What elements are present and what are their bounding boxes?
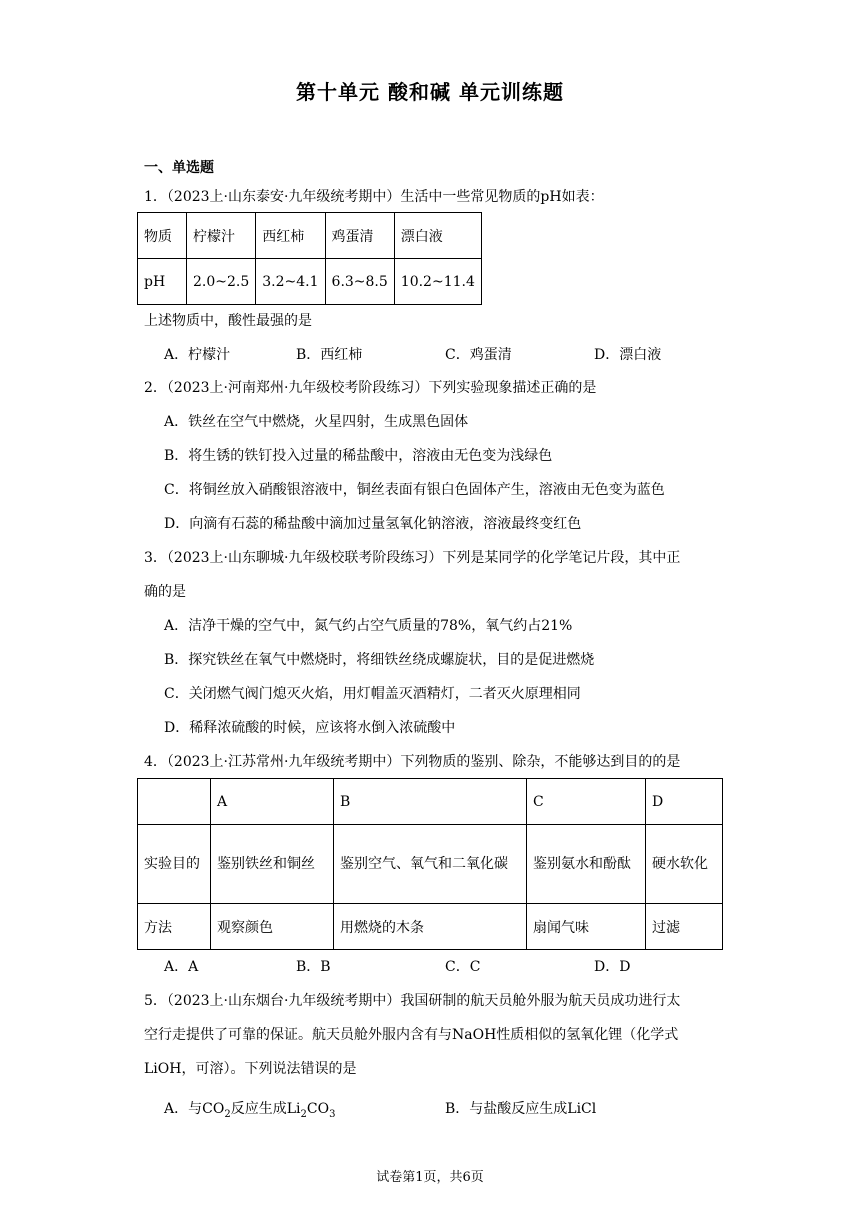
page-footer: 试卷第1页，共6页 (376, 1170, 484, 1185)
table-cell: B (334, 779, 527, 825)
q2-option-b[interactable]: B．将生锈的铁钉投入过量的稀盐酸中，溶液由无色变为浅绿色 (164, 448, 553, 464)
q2-stem: 2．（2023上·河南郑州·九年级校考阶段练习）下列实验现象描述正确的是 (144, 380, 597, 396)
table-cell: 物质 (138, 213, 187, 259)
table-cell: 鉴别空气、氧气和二氧化碳 (334, 825, 527, 904)
q4-option-a[interactable]: A．A (164, 959, 199, 975)
table-cell: 漂白液 (394, 213, 481, 259)
table-cell: 2.0~2.5 (187, 259, 256, 305)
q1-option-b[interactable]: B．西红柿 (296, 347, 363, 363)
table-cell: 鉴别氨水和酚酞 (527, 825, 646, 904)
table-cell: C (527, 779, 646, 825)
q1-ph-table (137, 212, 482, 305)
formula-co: CO (202, 1101, 225, 1117)
table-cell: 鉴别铁丝和铜丝 (211, 825, 334, 904)
q5-stem-line1: 5．（2023上·山东烟台·九年级统考期中）我国研制的航天员舱外服为航天员成功进行太 (144, 993, 681, 1009)
q5-option-b[interactable]: B．与盐酸反应生成LiCl (445, 1101, 597, 1117)
q3-option-b[interactable]: B．探究铁丝在氧气中燃烧时，将细铁丝绕成螺旋状，目的是促进燃烧 (164, 652, 595, 668)
q5-option-a-middle: 反应生成 (230, 1101, 287, 1117)
table-row (138, 904, 723, 950)
table-cell: 3.2~4.1 (256, 259, 325, 305)
q2-option-a[interactable]: A．铁丝在空气中燃烧，火星四射，生成黑色固体 (164, 414, 469, 430)
subscript: 2 (300, 1108, 307, 1120)
table-cell: pH (138, 259, 187, 305)
page-title: 第十单元 酸和碱 单元训练题 (296, 80, 564, 104)
q1-option-c[interactable]: C．鸡蛋清 (445, 347, 512, 363)
formula-co: CO (306, 1101, 330, 1117)
q1-option-d[interactable]: D．漂白液 (594, 347, 662, 363)
section-heading: 一、单选题 (144, 160, 214, 176)
table-cell: 鸡蛋清 (325, 213, 394, 259)
subscript: 2 (224, 1108, 231, 1120)
table-row (138, 825, 723, 904)
table-cell: 实验目的 (138, 825, 211, 904)
q5-option-a[interactable] (164, 1099, 335, 1125)
table-cell: 过滤 (646, 904, 723, 950)
table-row (138, 779, 723, 825)
q3-stem-line2: 确的是 (144, 584, 186, 600)
table-row (138, 259, 482, 305)
table-cell (138, 779, 211, 825)
q1-stem: 1．（2023上·山东泰安·九年级统考期中）生活中一些常见物质的pH如表： (144, 189, 604, 205)
q4-option-d[interactable]: D．D (594, 959, 631, 975)
table-cell: D (646, 779, 723, 825)
q5-stem-line3: LiOH，可溶）。下列说法错误的是 (144, 1061, 357, 1077)
table-cell: 西红柿 (256, 213, 325, 259)
q2-option-c[interactable]: C．将铜丝放入硝酸银溶液中，铜丝表面有银白色固体产生，溶液由无色变为蓝色 (164, 482, 665, 498)
q3-option-d[interactable]: D．稀释浓硫酸的时候，应该将水倒入浓硫酸中 (164, 720, 456, 736)
q3-option-a[interactable]: A．洁净干燥的空气中，氮气约占空气质量的78%，氧气约占21% (164, 618, 573, 634)
q1-option-a[interactable]: A．柠檬汁 (164, 347, 231, 363)
table-cell: 用燃烧的木条 (334, 904, 527, 950)
q4-option-c[interactable]: C．C (445, 959, 481, 975)
table-cell: A (211, 779, 334, 825)
q4-stem: 4．（2023上·江苏常州·九年级统考期中）下列物质的鉴别、除杂，不能够达到目的的是 (144, 754, 681, 770)
subscript: 3 (329, 1108, 336, 1120)
table-cell: 6.3~8.5 (325, 259, 394, 305)
table-cell: 扇闻气味 (527, 904, 646, 950)
q1-after: 上述物质中，酸性最强的是 (144, 313, 312, 329)
table-cell: 方法 (138, 904, 211, 950)
table-cell: 10.2~11.4 (394, 259, 481, 305)
q4-table (137, 778, 723, 950)
q5-stem-line2: 空行走提供了可靠的保证。航天员舱外服内含有与NaOH性质相似的氢氧化锂（化学式 (144, 1027, 679, 1043)
q5-option-a-prefix: A．与 (164, 1101, 203, 1117)
table-row (138, 213, 482, 259)
q3-stem-line1: 3．（2023上·山东聊城·九年级校联考阶段练习）下列是某同学的化学笔记片段，其中正 (144, 550, 681, 566)
table-cell: 硬水软化 (646, 825, 723, 904)
table-cell: 柠檬汁 (187, 213, 256, 259)
formula-li: Li (286, 1101, 301, 1117)
q2-option-d[interactable]: D．向滴有石蕊的稀盐酸中滴加过量氢氧化钠溶液，溶液最终变红色 (164, 516, 582, 532)
table-cell: 观察颜色 (211, 904, 334, 950)
q4-option-b[interactable]: B．B (296, 959, 331, 975)
q3-option-c[interactable]: C．关闭燃气阀门熄灭火焰，用灯帽盖灭酒精灯，二者灭火原理相同 (164, 686, 581, 702)
